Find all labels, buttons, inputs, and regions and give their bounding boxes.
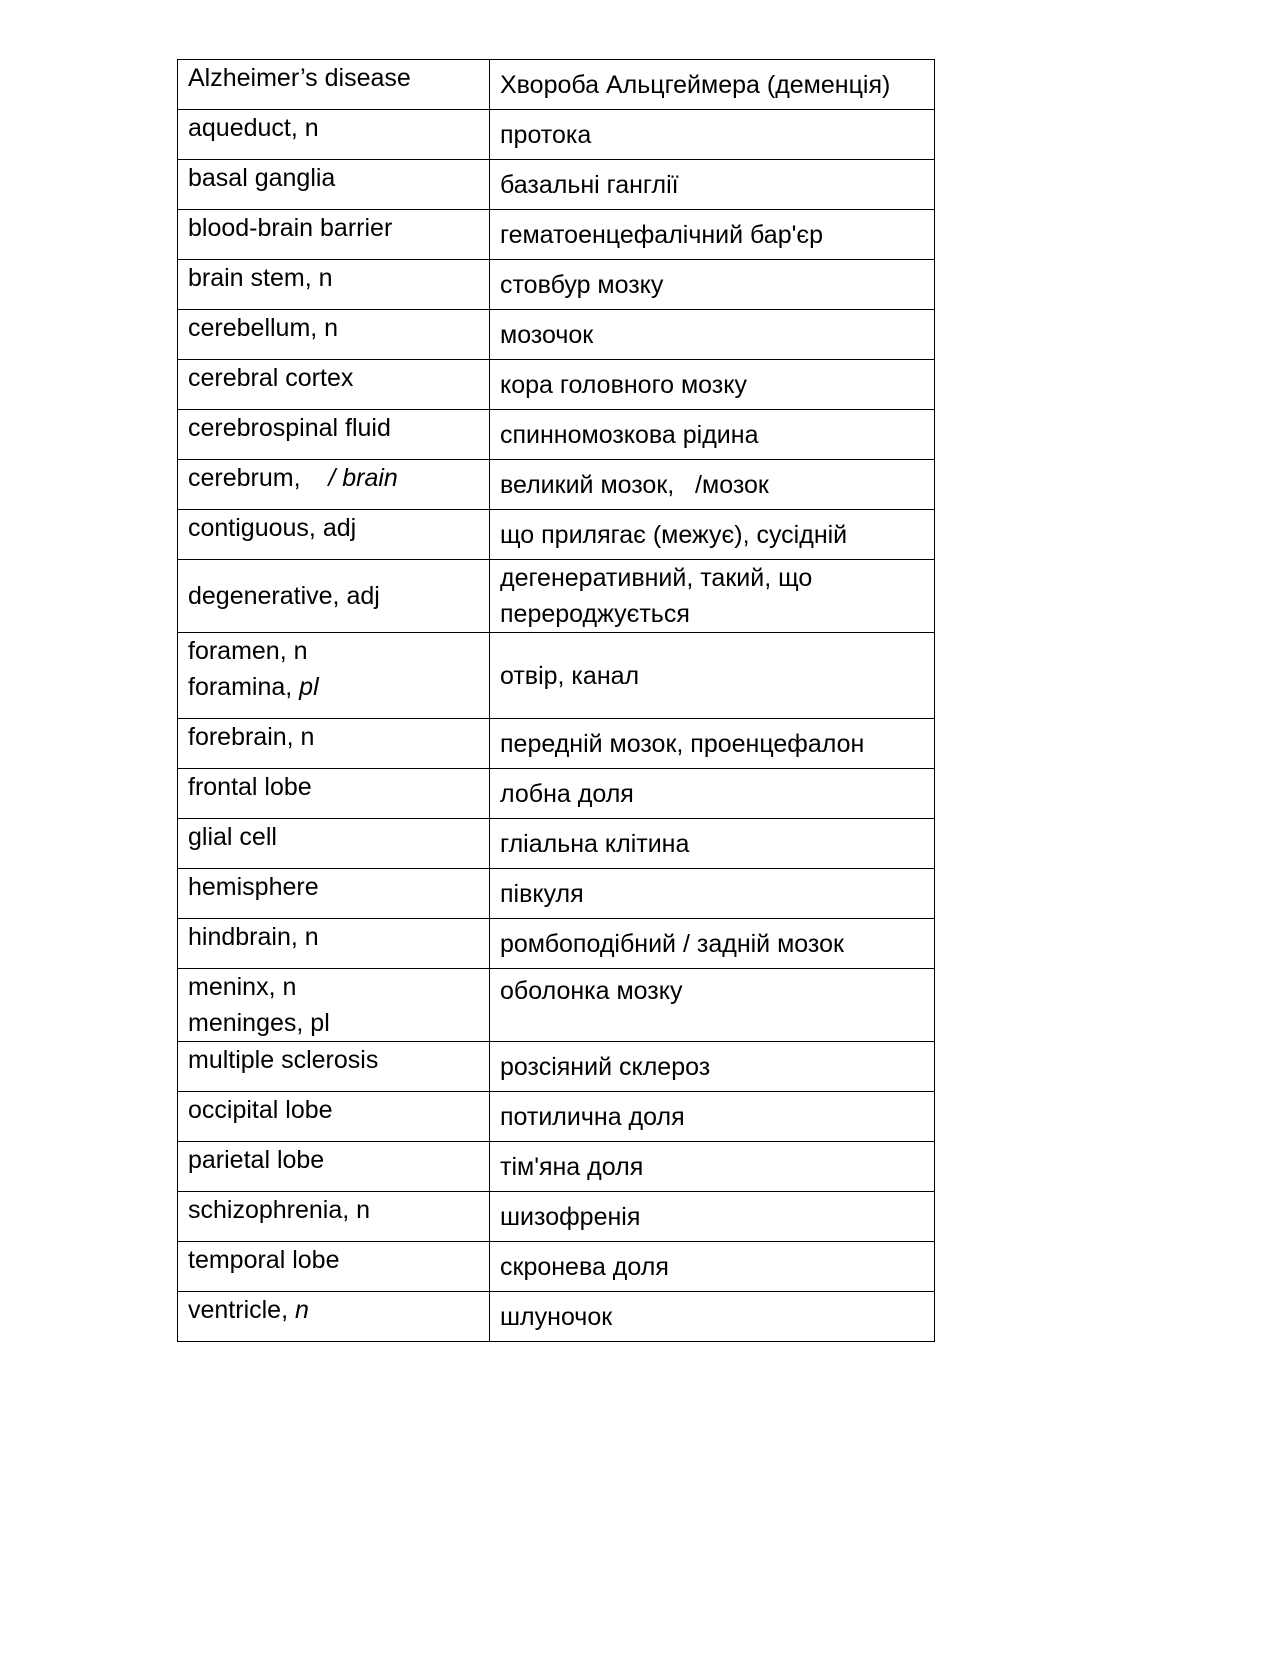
table-row bbox=[178, 1242, 935, 1292]
ukrainian-translation: гліальна клітина bbox=[490, 819, 935, 869]
ukrainian-translation: спинномозкова рідина bbox=[490, 410, 935, 460]
english-term: cerebrospinal fluid bbox=[178, 410, 490, 460]
english-term: blood-brain barrier bbox=[178, 210, 490, 260]
ukrainian-translation: Хвороба Альцгеймера (деменція) bbox=[490, 60, 935, 110]
italic-note: / brain bbox=[328, 464, 398, 492]
table-row bbox=[178, 510, 935, 560]
english-term: meninx, n meninges, pl bbox=[178, 969, 490, 1042]
italic-note: pl bbox=[299, 673, 319, 701]
english-term: multiple sclerosis bbox=[178, 1042, 490, 1092]
english-term: aqueduct, n bbox=[178, 110, 490, 160]
ukrainian-translation: базальні ганглії bbox=[490, 160, 935, 210]
table-row bbox=[178, 869, 935, 919]
ukrainian-translation: оболонка мозку bbox=[490, 969, 935, 1042]
ukrainian-translation: великий мозок, /мозок bbox=[490, 460, 935, 510]
table-row bbox=[178, 560, 935, 633]
table-row bbox=[178, 819, 935, 869]
table-row bbox=[178, 1292, 935, 1342]
table-row bbox=[178, 110, 935, 160]
ukrainian-translation: стовбур мозку bbox=[490, 260, 935, 310]
table-row bbox=[178, 1142, 935, 1192]
table-row bbox=[178, 719, 935, 769]
english-term: hindbrain, n bbox=[178, 919, 490, 969]
ukrainian-translation: ромбоподібний / задній мозок bbox=[490, 919, 935, 969]
english-term: schizophrenia, n bbox=[178, 1192, 490, 1242]
ukrainian-translation: розсіяний склероз bbox=[490, 1042, 935, 1092]
english-term: foramen, n foramina, pl bbox=[178, 633, 490, 719]
english-term: brain stem, n bbox=[178, 260, 490, 310]
table-row bbox=[178, 919, 935, 969]
english-term: cerebellum, n bbox=[178, 310, 490, 360]
english-term: contiguous, adj bbox=[178, 510, 490, 560]
english-term: glial cell bbox=[178, 819, 490, 869]
ukrainian-translation: передній мозок, проенцефалон bbox=[490, 719, 935, 769]
ukrainian-translation: скронева доля bbox=[490, 1242, 935, 1292]
ukrainian-translation: потилична доля bbox=[490, 1092, 935, 1142]
ukrainian-translation: мозочок bbox=[490, 310, 935, 360]
english-term: degenerative, adj bbox=[178, 560, 490, 633]
ukrainian-translation: лобна доля bbox=[490, 769, 935, 819]
table-row bbox=[178, 769, 935, 819]
english-term: occipital lobe bbox=[178, 1092, 490, 1142]
ukrainian-translation: шизофренія bbox=[490, 1192, 935, 1242]
table-row bbox=[178, 1092, 935, 1142]
ukrainian-translation: гематоенцефалічний бар'єр bbox=[490, 210, 935, 260]
table-row bbox=[178, 633, 935, 719]
english-term: temporal lobe bbox=[178, 1242, 490, 1292]
english-term: cerebrum, / brain bbox=[178, 460, 490, 510]
ukrainian-translation: що прилягає (межує), сусідній bbox=[490, 510, 935, 560]
table-row bbox=[178, 160, 935, 210]
ukrainian-translation: дегенеративний, такий, що перероджується bbox=[490, 560, 935, 633]
ukrainian-translation: протока bbox=[490, 110, 935, 160]
table-row bbox=[178, 310, 935, 360]
english-term: ventricle, n bbox=[178, 1292, 490, 1342]
ukrainian-translation: кора головного мозку bbox=[490, 360, 935, 410]
ukrainian-translation: шлуночок bbox=[490, 1292, 935, 1342]
table-row bbox=[178, 360, 935, 410]
table-row bbox=[178, 1192, 935, 1242]
ukrainian-translation: півкуля bbox=[490, 869, 935, 919]
english-term: parietal lobe bbox=[178, 1142, 490, 1192]
table-row bbox=[178, 60, 935, 110]
table-row bbox=[178, 1042, 935, 1092]
english-term: forebrain, n bbox=[178, 719, 490, 769]
english-term: hemisphere bbox=[178, 869, 490, 919]
glossary-table bbox=[177, 59, 935, 1342]
italic-note: n bbox=[295, 1296, 309, 1324]
table-row bbox=[178, 969, 935, 1042]
table-row bbox=[178, 410, 935, 460]
english-term: frontal lobe bbox=[178, 769, 490, 819]
table-row bbox=[178, 260, 935, 310]
table-row bbox=[178, 460, 935, 510]
english-term: basal ganglia bbox=[178, 160, 490, 210]
ukrainian-translation: отвір, канал bbox=[490, 633, 935, 719]
table-row bbox=[178, 210, 935, 260]
english-term: cerebral cortex bbox=[178, 360, 490, 410]
english-term: Alzheimer’s disease bbox=[178, 60, 490, 110]
ukrainian-translation: тім'яна доля bbox=[490, 1142, 935, 1192]
